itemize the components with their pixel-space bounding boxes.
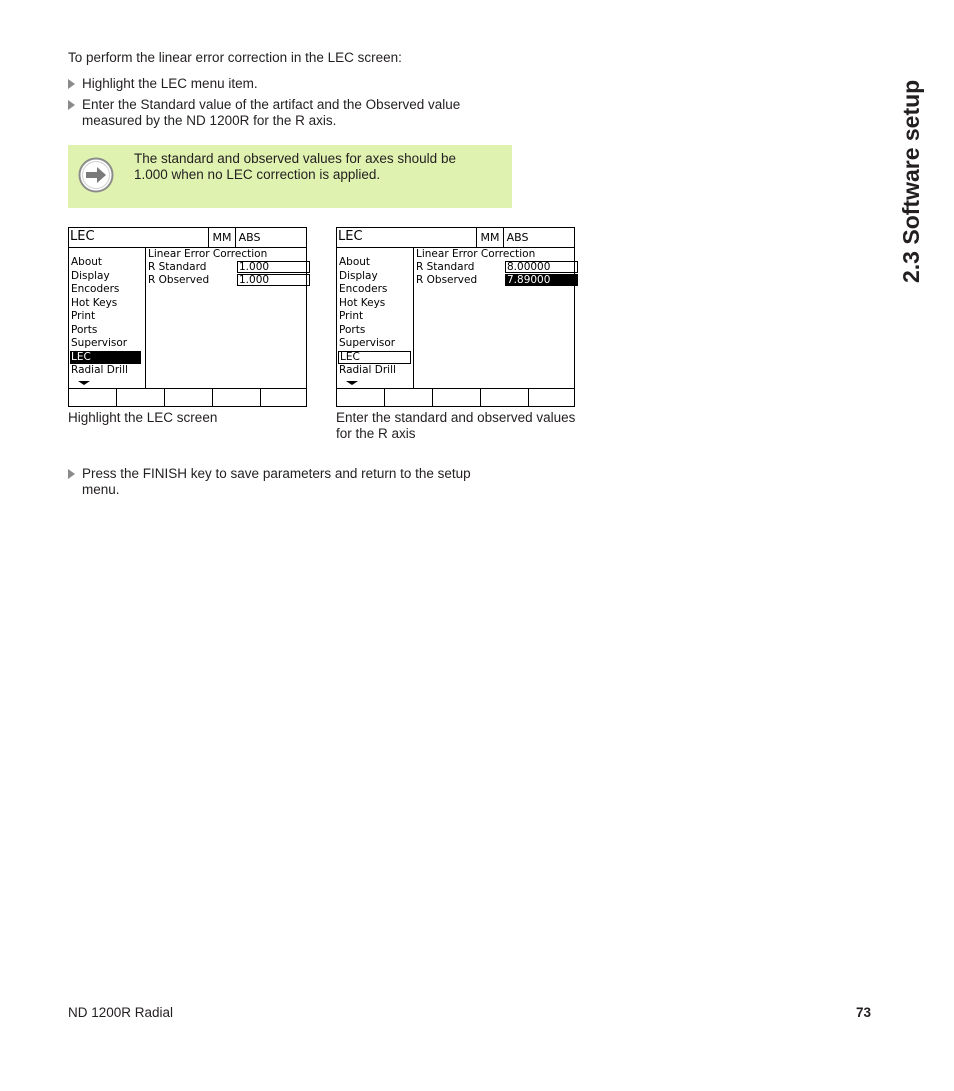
menu-item-supervisor[interactable]: Supervisor (339, 337, 396, 349)
page-number: 73 (856, 1005, 872, 1020)
screen-title-bar (337, 228, 574, 248)
standard-label: R Standard (148, 261, 207, 273)
menu-item-about[interactable]: About (339, 256, 371, 268)
menu-item-ports[interactable]: Ports (71, 324, 98, 336)
scroll-down-arrow-icon[interactable] (346, 381, 358, 385)
lec-content (415, 248, 575, 388)
step-1-line-1: Highlight the LEC menu item. (82, 76, 258, 91)
softkey-3[interactable] (432, 389, 480, 407)
content-header: Linear Error Correction (416, 248, 536, 260)
setup-menu (69, 248, 146, 388)
note-box (68, 145, 512, 208)
menu-item-lec[interactable]: LEC (338, 351, 411, 364)
menu-item-encoders[interactable]: Encoders (339, 283, 388, 295)
observed-value-field[interactable]: 7.89000 (505, 274, 578, 286)
step-3 (68, 466, 471, 498)
screen-2-caption (336, 410, 575, 442)
menu-item-print[interactable]: Print (71, 310, 96, 322)
menu-item-display[interactable]: Display (71, 270, 110, 282)
screen-title: LEC (338, 229, 363, 244)
step-1 (68, 76, 258, 92)
menu-item-about[interactable]: About (71, 256, 103, 268)
standard-value-field[interactable]: 1.000 (237, 261, 310, 273)
observed-label: R Observed (416, 274, 478, 286)
section-side-title: 2.3 Software setup (898, 79, 924, 283)
menu-item-hot-keys[interactable]: Hot Keys (339, 297, 386, 309)
softkey-bar (69, 388, 306, 407)
caption-line: Highlight the LEC screen (68, 410, 218, 425)
softkey-5[interactable] (528, 389, 575, 407)
step-3-line-2: menu. (82, 482, 120, 497)
content-header: Linear Error Correction (148, 248, 268, 260)
standard-value-field[interactable]: 8.00000 (505, 261, 578, 273)
unit-mm-indicator: MM (208, 228, 235, 247)
note-text (134, 151, 494, 183)
softkey-3[interactable] (164, 389, 212, 407)
intro-text: To perform the linear error correction in the LEC screen: (68, 50, 402, 65)
caption-line: Enter the standard and observed values (336, 410, 576, 425)
caption-line: for the R axis (336, 426, 416, 441)
note-line-1: The standard and observed values for axes should be (134, 151, 456, 166)
menu-item-lec[interactable]: LEC (70, 351, 141, 364)
menu-item-radial-drill[interactable]: Radial Drill (339, 364, 396, 376)
footer-product-name: ND 1200R Radial (68, 1005, 174, 1020)
menu-item-ports[interactable]: Ports (339, 324, 366, 336)
bullet-triangle-icon (68, 100, 75, 110)
screen-1-caption (68, 410, 217, 426)
menu-item-hot-keys[interactable]: Hot Keys (71, 297, 118, 309)
lec-content (147, 248, 307, 388)
menu-item-radial-drill[interactable]: Radial Drill (71, 364, 128, 376)
arrow-right-icon (78, 157, 114, 193)
softkey-4[interactable] (480, 389, 528, 407)
observed-label: R Observed (148, 274, 210, 286)
lec-screen-2 (336, 227, 575, 407)
softkey-2[interactable] (384, 389, 432, 407)
abs-indicator: ABS (503, 228, 531, 247)
softkey-bar (337, 388, 574, 407)
softkey-4[interactable] (212, 389, 260, 407)
abs-indicator: ABS (235, 228, 263, 247)
screen-title-bar (69, 228, 306, 248)
scroll-down-arrow-icon[interactable] (78, 381, 90, 385)
menu-item-print[interactable]: Print (339, 310, 364, 322)
step-2-line-2: measured by the ND 1200R for the R axis. (82, 113, 337, 128)
step-3-line-1: Press the FINISH key to save parameters and return to the setup (82, 466, 471, 481)
standard-label: R Standard (416, 261, 475, 273)
bullet-triangle-icon (68, 79, 75, 89)
bullet-triangle-icon (68, 469, 75, 479)
unit-mm-indicator: MM (476, 228, 503, 247)
softkey-5[interactable] (260, 389, 307, 407)
screen-title: LEC (70, 229, 95, 244)
step-2-line-1: Enter the Standard value of the artifact and the Observed value (82, 97, 461, 112)
softkey-2[interactable] (116, 389, 164, 407)
step-2 (68, 97, 460, 129)
menu-item-display[interactable]: Display (339, 270, 378, 282)
menu-item-supervisor[interactable]: Supervisor (71, 337, 128, 349)
note-line-2: 1.000 when no LEC correction is applied. (134, 167, 381, 182)
lec-screen-1 (68, 227, 307, 407)
setup-menu (337, 248, 414, 388)
observed-value-field[interactable]: 1.000 (237, 274, 310, 286)
menu-item-encoders[interactable]: Encoders (71, 283, 120, 295)
